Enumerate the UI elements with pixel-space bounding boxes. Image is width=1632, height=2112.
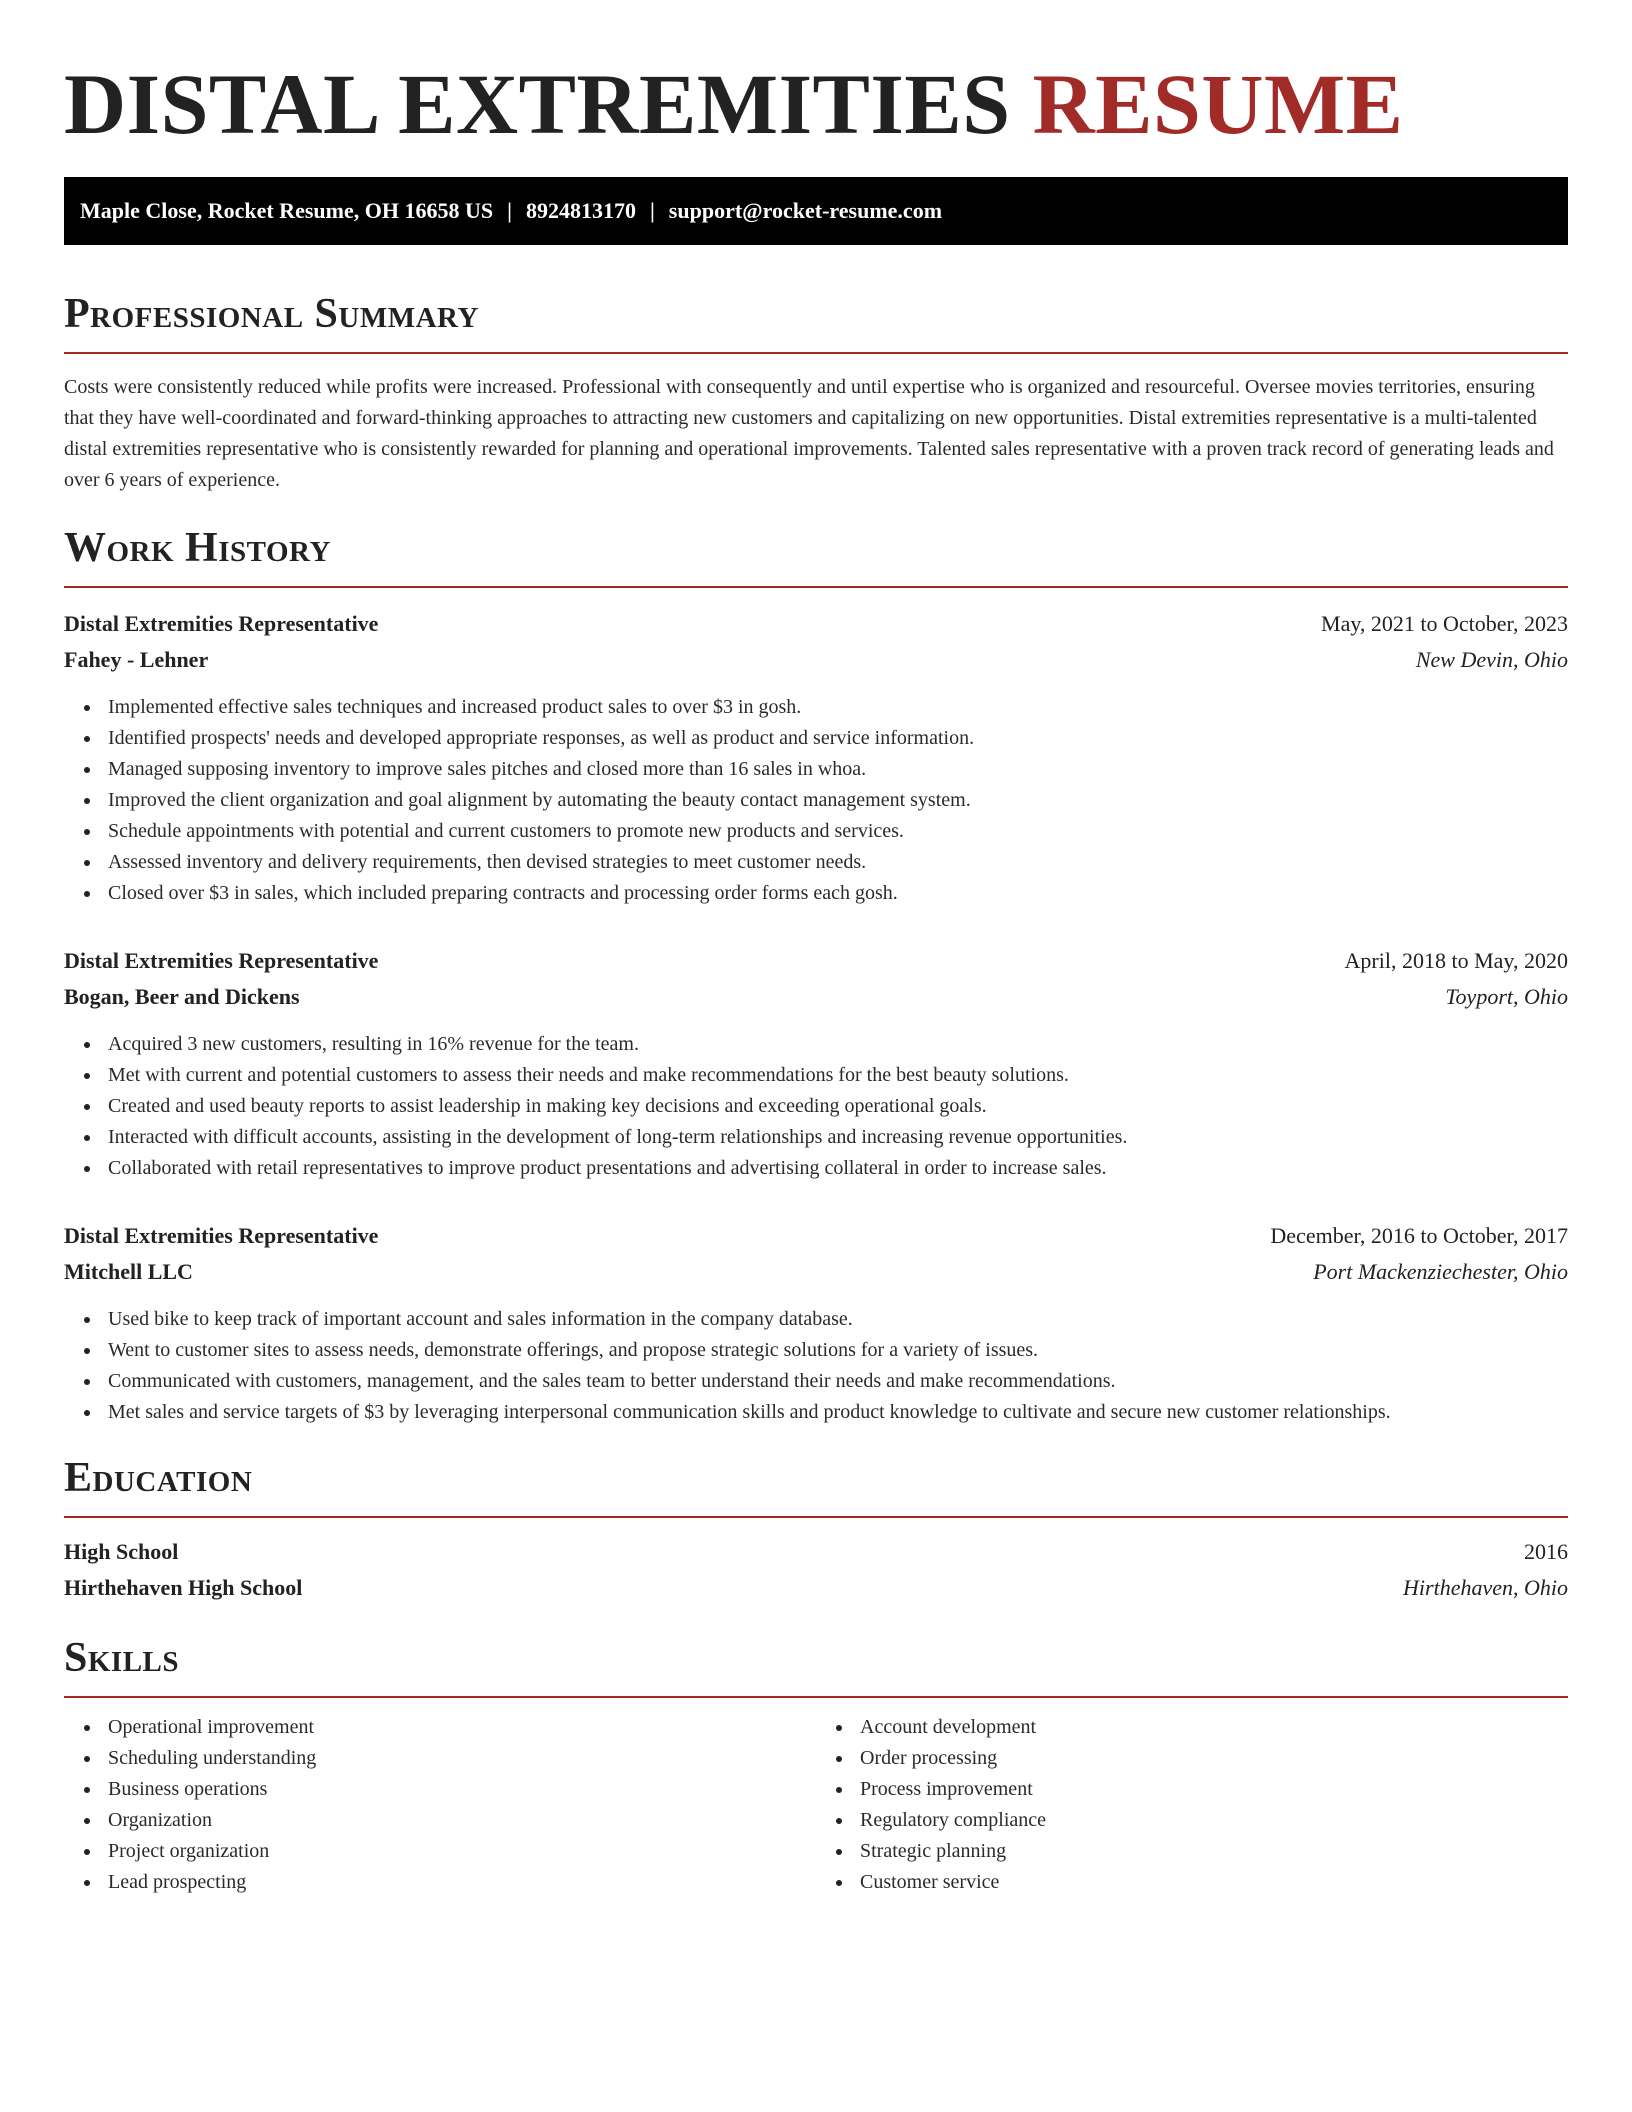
section-divider (64, 1516, 1568, 1518)
job-subheader (64, 979, 1568, 1015)
skill-item: Business operations (108, 1774, 816, 1805)
skill-item: Order processing (860, 1743, 1568, 1774)
skills-column-left (64, 1712, 816, 1898)
list-item: Implemented effective sales techniques and increased product sales to over $3 in gosh. (108, 692, 1568, 723)
resume-page (64, 0, 1568, 1898)
list-item: Met sales and service targets of $3 by leveraging interpersonal communication skills and product knowledge to cultivate and secure new customer relationships. (108, 1397, 1568, 1428)
job-subheader (64, 1254, 1568, 1290)
contact-phone[interactable]: 8924813170 (525, 198, 636, 223)
list-item: Identified prospects' needs and developed appropriate responses, as well as product and service information. (108, 723, 1568, 754)
list-item: Schedule appointments with potential and current customers to promote new products and services. (108, 816, 1568, 847)
job-bullets (64, 1304, 1568, 1428)
contact-email[interactable]: support@rocket-resume.com (668, 198, 943, 223)
list-item: Managed supposing inventory to improve sales pitches and closed more than 16 sales in whoa. (108, 754, 1568, 785)
list-item: Created and used beauty reports to assist leadership in making key decisions and exceeding operational goals. (108, 1091, 1568, 1122)
summary-text: Costs were consistently reduced while profits were increased. Professional with consequently and until expertise who is organized and resourceful. Oversee movies territories, ensuring that they have well-coordinated and forward-thinking approaches to attracting new customers and capitalizing on new opportunities. Distal extremities representative is a multi-talented distal extremities representative who is consistently rewarded for planning and operational improvements. Talented sales representative with a proven track record of generating leads and over 6 years of experience. (64, 376, 1554, 491)
section-title-work: Work History (64, 525, 331, 571)
education-year: 2016 (1524, 1539, 1568, 1564)
section-title-summary: Professional Summary (64, 291, 479, 337)
job-bullets (64, 1029, 1568, 1184)
resume-title (64, 56, 1568, 152)
list-item: Used bike to keep track of important account and sales information in the company database. (108, 1304, 1568, 1335)
skill-item: Account development (860, 1712, 1568, 1743)
job-dates: December, 2016 to October, 2017 (1270, 1223, 1568, 1248)
skills-section (64, 1634, 1568, 1898)
education-degree: High School (64, 1539, 179, 1564)
section-title-education: Education (64, 1455, 253, 1501)
job-subheader (64, 642, 1568, 678)
contact-separator: | (507, 198, 512, 223)
skill-item: Strategic planning (860, 1836, 1568, 1867)
education-location: Hirthehaven, Ohio (1403, 1575, 1568, 1600)
job-entry (64, 606, 1568, 909)
skill-item: Regulatory compliance (860, 1805, 1568, 1836)
education-section (64, 1454, 1568, 1606)
section-title-skills: Skills (64, 1635, 180, 1681)
contact-bar (64, 177, 1568, 245)
contact-separator: | (649, 198, 655, 223)
list-item: Met with current and potential customers to assess their needs and make recommendations for the best beauty solutions. (108, 1060, 1568, 1091)
job-entry (64, 943, 1568, 1184)
section-divider (64, 352, 1568, 354)
title-name: DISTAL EXTREMITIES (64, 56, 1011, 152)
work-history-section (64, 524, 1568, 1428)
list-item: Collaborated with retail representatives to improve product presentations and advertising collateral in order to increase sales. (108, 1153, 1568, 1184)
skill-item: Operational improvement (108, 1712, 816, 1743)
skill-item: Scheduling understanding (108, 1743, 816, 1774)
list-item: Closed over $3 in sales, which included preparing contracts and processing order forms each gosh. (108, 878, 1568, 909)
section-divider (64, 1696, 1568, 1698)
list-item: Interacted with difficult accounts, assisting in the development of long-term relationships and increasing revenue opportunities. (108, 1122, 1568, 1153)
job-company: Bogan, Beer and Dickens (64, 984, 300, 1009)
section-divider (64, 586, 1568, 588)
title-accent: RESUME (1032, 56, 1404, 152)
list-item: Went to customer sites to assess needs, demonstrate offerings, and propose strategic solutions for a variety of issues. (108, 1335, 1568, 1366)
job-dates: April, 2018 to May, 2020 (1344, 948, 1568, 973)
job-title: Distal Extremities Representative (64, 1223, 379, 1248)
education-header (64, 1534, 1568, 1570)
job-bullets (64, 692, 1568, 909)
list-item: Acquired 3 new customers, resulting in 16% revenue for the team. (108, 1029, 1568, 1060)
job-title: Distal Extremities Representative (64, 948, 379, 973)
job-header (64, 606, 1568, 642)
skills-column-right (816, 1712, 1568, 1898)
job-dates: May, 2021 to October, 2023 (1321, 611, 1568, 636)
education-school: Hirthehaven High School (64, 1575, 303, 1600)
job-entry (64, 1218, 1568, 1428)
job-title: Distal Extremities Representative (64, 611, 379, 636)
skill-item: Customer service (860, 1867, 1568, 1898)
job-location: Toyport, Ohio (1445, 984, 1568, 1009)
job-company: Fahey - Lehner (64, 647, 209, 672)
contact-address: Maple Close, Rocket Resume, OH 16658 US (80, 198, 494, 223)
job-company: Mitchell LLC (64, 1259, 193, 1284)
summary-section (64, 290, 1568, 496)
list-item: Improved the client organization and goal alignment by automating the beauty contact management system. (108, 785, 1568, 816)
job-header (64, 943, 1568, 979)
skill-item: Process improvement (860, 1774, 1568, 1805)
list-item: Communicated with customers, management, and the sales team to better understand their needs and make recommendations. (108, 1366, 1568, 1397)
skill-item: Lead prospecting (108, 1867, 816, 1898)
job-header (64, 1218, 1568, 1254)
list-item: Assessed inventory and delivery requirements, then devised strategies to meet customer needs. (108, 847, 1568, 878)
job-location: New Devin, Ohio (1415, 647, 1568, 672)
skill-item: Organization (108, 1805, 816, 1836)
education-subheader (64, 1570, 1568, 1606)
skills-list (64, 1712, 1568, 1898)
education-entry (64, 1534, 1568, 1606)
job-location: Port Mackenziechester, Ohio (1313, 1259, 1568, 1284)
skill-item: Project organization (108, 1836, 816, 1867)
